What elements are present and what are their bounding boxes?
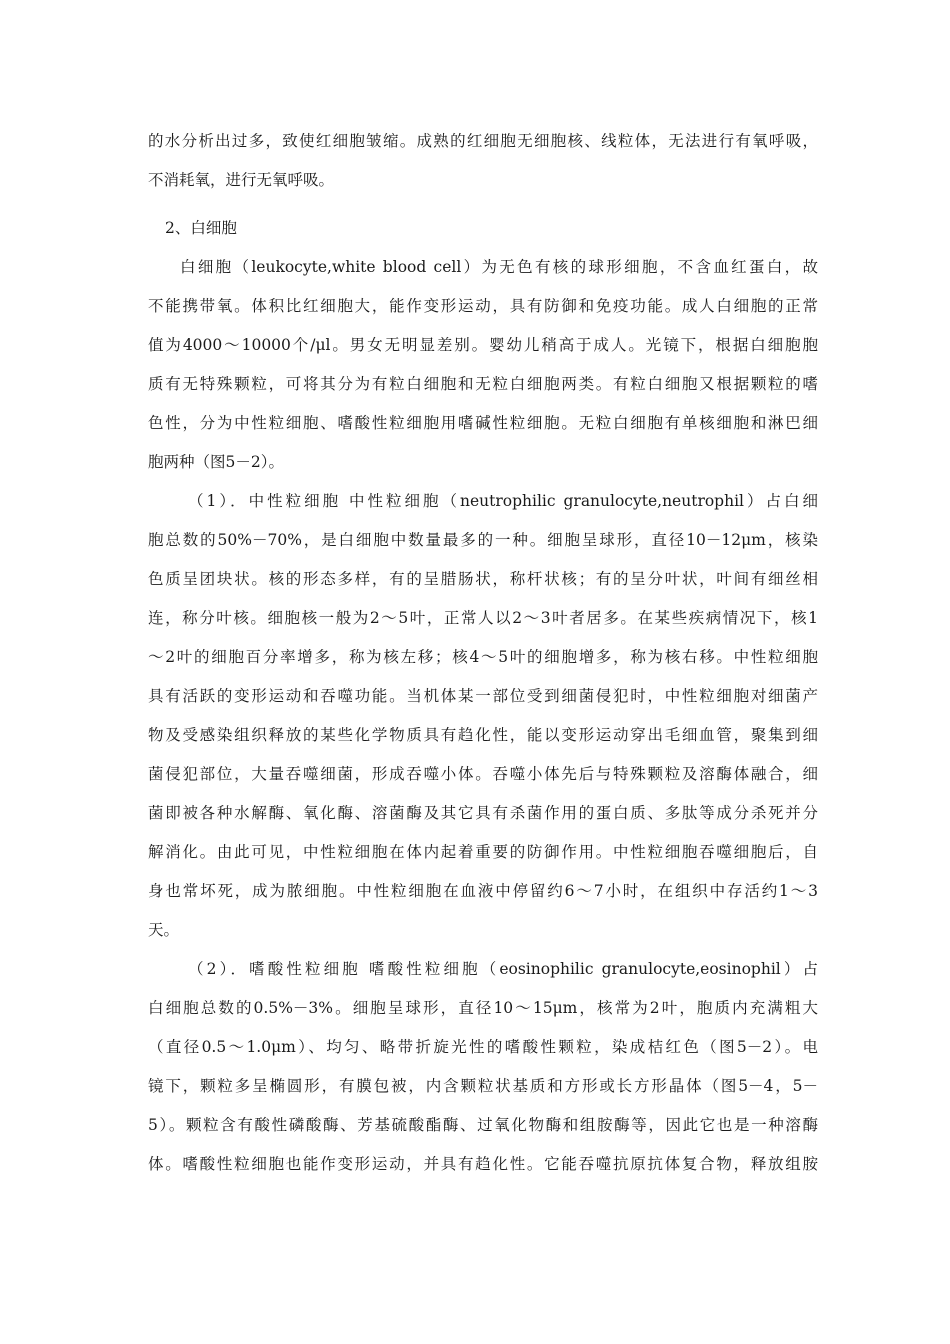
paragraph-line: 5）。颗粒含有酸性磷酸酶、芳基硫酸酯酶、过氧化物酶和组胺酶等，因此它也是一种溶酶 (148, 1116, 818, 1134)
paragraph-line: 的水分析出过多，致使红细胞皱缩。成熟的红细胞无细胞核、线粒体，无法进行有氧呼吸， (148, 132, 818, 150)
paragraph-line: 具有活跃的变形运动和吞噬功能。当机体某一部位受到细菌侵犯时，中性粒细胞对细菌产 (148, 687, 818, 705)
paragraph-line: 不能携带氧。体积比红细胞大，能作变形运动，具有防御和免疫功能。成人白细胞的正常 (148, 297, 818, 315)
paragraph-line: 胞总数的50%－70%，是白细胞中数量最多的一种。细胞呈球形，直径10－12μm，核染 (148, 531, 818, 549)
paragraph-line: 身也常坏死，成为脓细胞。中性粒细胞在血液中停留约6～7小时，在组织中存活约1～3 (148, 882, 818, 900)
paragraph-line: 白细胞（leukocyte,white blood cell）为无色有核的球形细胞，不含血红蛋白，故 (180, 258, 818, 276)
section-heading: 2、白细胞 (165, 219, 237, 237)
paragraph-line: （直径0.5～1.0μm）、均匀、略带折旋光性的嗜酸性颗粒，染成桔红色（图5－2）。电 (148, 1038, 818, 1056)
paragraph-line: 胞两种（图5－2）。 (148, 453, 284, 471)
paragraph-line: 镜下，颗粒多呈椭圆形，有膜包被，内含颗粒状基质和方形或长方形晶体（图5－4，5－ (148, 1077, 818, 1095)
paragraph-line: 连，称分叶核。细胞核一般为2～5叶，正常人以2～3叶者居多。在某些疾病情况下，核1 (148, 609, 818, 627)
paragraph-line: 色性，分为中性粒细胞、嗜酸性粒细胞用嗜碱性粒细胞。无粒白细胞有单核细胞和淋巴细 (148, 414, 818, 432)
paragraph-line: （1）．中性粒细胞 中性粒细胞（neutrophilic granulocyte,neutrophil）占白细 (188, 492, 818, 510)
paragraph-line: 解消化。由此可见，中性粒细胞在体内起着重要的防御作用。中性粒细胞吞噬细胞后，自 (148, 843, 818, 861)
paragraph-line: 菌即被各种水解酶、氧化酶、溶菌酶及其它具有杀菌作用的蛋白质、多肽等成分杀死并分 (148, 804, 818, 822)
paragraph-line: ～2叶的细胞百分率增多，称为核左移；核4～5叶的细胞增多，称为核右移。中性粒细胞 (148, 648, 818, 666)
paragraph-line: 体。嗜酸性粒细胞也能作变形运动，并具有趋化性。它能吞噬抗原抗体复合物，释放组胺 (148, 1155, 818, 1173)
paragraph-line: 菌侵犯部位，大量吞噬细菌，形成吞噬小体。吞噬小体先后与特殊颗粒及溶酶体融合，细 (148, 765, 818, 783)
paragraph-line: 质有无特殊颗粒，可将其分为有粒白细胞和无粒白细胞两类。有粒白细胞又根据颗粒的嗜 (148, 375, 818, 393)
paragraph-line: 色质呈团块状。核的形态多样，有的呈腊肠状，称杆状核；有的呈分叶状，叶间有细丝相 (148, 570, 818, 588)
paragraph-line: 天。 (148, 921, 180, 939)
paragraph-line: 白细胞总数的0.5%－3%。细胞呈球形，直径10～15μm，核常为2叶，胞质内充满粗大 (148, 999, 818, 1017)
paragraph-line: 值为4000～10000个/μl。男女无明显差别。婴幼儿稍高于成人。光镜下，根据白细胞胞 (148, 336, 818, 354)
paragraph-line: 不消耗氧，进行无氧呼吸。 (148, 171, 335, 189)
paragraph-line: （2）．嗜酸性粒细胞 嗜酸性粒细胞（eosinophilic granulocyte,eosinophil）占 (188, 960, 818, 978)
paragraph-line: 物及受感染组织释放的某些化学物质具有趋化性，能以变形运动穿出毛细血管，聚集到细 (148, 726, 818, 744)
